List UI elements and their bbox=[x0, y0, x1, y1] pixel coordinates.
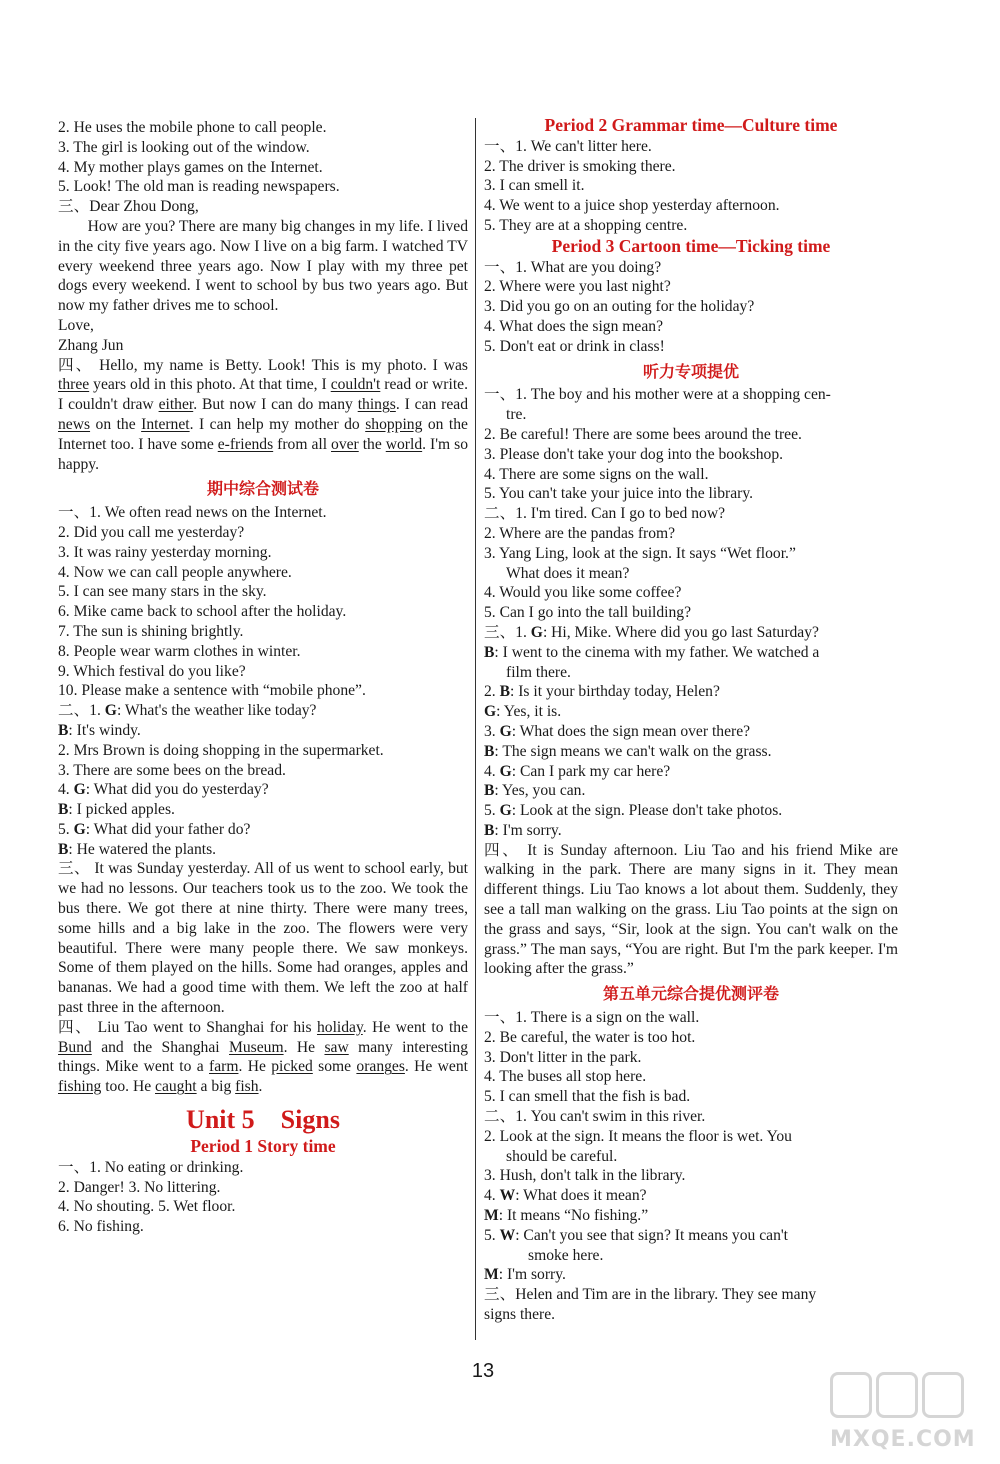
answer-line: 一、1. What are you doing? bbox=[484, 258, 662, 276]
period-3-heading: Period 3 Cartoon time—Ticking time bbox=[551, 235, 831, 256]
midterm-passage-three: 三、 It was Sunday yesterday. All of us went to school early, but we had no lessons. Our teachers took us to the zoo. We took the bus there. We got there at nine thirty. There were many trees, some hills and a big lake in the zoo. The flowers were very beautiful. There were many people there. We saw monkeys. Some of them played on the hills. Some had oranges, apples and bananas. We had a good time with them. We left the zoo at half past three in the afternoon. bbox=[58, 860, 468, 1017]
answer-line: 4. There are some signs on the wall. bbox=[484, 465, 709, 483]
answer-line: 2. Be careful! There are some bees around the tree. bbox=[484, 425, 802, 443]
answer-line: 3. There are some bees on the bread. bbox=[58, 761, 286, 779]
dialogue-line: G: Yes, it is. bbox=[484, 703, 562, 721]
dialogue-line: 5. W: Can't you see that sign? It means you can't bbox=[484, 1226, 789, 1244]
answer-line: 6. Mike came back to school after the holiday. bbox=[58, 603, 347, 621]
period-1-heading: Period 1 Story time bbox=[190, 1136, 336, 1157]
listening-passage-four: 四、 It is Sunday afternoon. Liu Tao and his friend Mike are walking in the park. There are many signs in it. They mean different things. Liu Tao knows a lot about them. Suddenly, they see a tall man walking on the grass. Liu Tao points at the sign on the grass and says, “Sir, look at the sign. You can't walk on the grass.” The man says, “You are right. But I'm the park keeper. I'm looking after the grass.” bbox=[484, 841, 898, 978]
dialogue-line: M: It means “No fishing.” bbox=[484, 1207, 649, 1225]
answer-line: 7. The sun is shining brightly. bbox=[58, 622, 244, 640]
answer-line: 4. No shouting. 5. Wet floor. bbox=[58, 1198, 236, 1216]
dialogue-line: 5. G: Look at the sign. Please don't take photos. bbox=[484, 802, 783, 820]
answer-line: 10. Please make a sentence with “mobile phone”. bbox=[58, 682, 366, 700]
answer-line: 2. Mrs Brown is doing shopping in the supermarket. bbox=[58, 741, 384, 759]
watermark-icon bbox=[830, 1372, 872, 1418]
watermark-icon bbox=[876, 1372, 918, 1418]
answer-line: 2. He uses the mobile phone to call people. bbox=[58, 119, 327, 136]
answer-line: 二、1. You can't swim in this river. bbox=[484, 1108, 706, 1126]
answer-line-continued: tre. bbox=[506, 406, 527, 424]
letter-signature: Zhang Jun bbox=[58, 336, 124, 354]
letter-closing: Love, bbox=[58, 316, 94, 334]
column-divider bbox=[475, 118, 476, 1340]
answer-line: 2. Look at the sign. It means the floor is wet. You bbox=[484, 1127, 792, 1145]
dialogue-line: 4. G: What did you do yesterday? bbox=[58, 781, 269, 799]
dialogue-line: 3. G: What does the sign mean over there? bbox=[484, 722, 751, 740]
answer-line: 3. I can smell it. bbox=[484, 177, 585, 195]
dialogue-line: B: The sign means we can't walk on the grass. bbox=[484, 742, 772, 760]
answer-line-continued: should be careful. bbox=[506, 1147, 618, 1165]
answer-line: 3. Did you go on an outing for the holiday? bbox=[484, 298, 755, 316]
page-number: 13 bbox=[471, 1360, 495, 1382]
dialogue-line: 5. G: What did your father do? bbox=[58, 820, 251, 838]
answer-line: 2. Did you call me yesterday? bbox=[58, 523, 245, 541]
dialogue-line: 三、1. G: Hi, Mike. Where did you go last Saturday? bbox=[484, 623, 819, 641]
answer-line: 一、1. No eating or drinking. bbox=[58, 1158, 244, 1176]
dialogue-line: B: I'm sorry. bbox=[484, 821, 562, 839]
answer-line: 5. I can see many stars in the sky. bbox=[58, 583, 267, 601]
period-2-heading: Period 2 Grammar time—Culture time bbox=[544, 115, 838, 135]
answer-line: 4. What does the sign mean? bbox=[484, 317, 663, 335]
dialogue-line: 2. B: Is it your birthday today, Helen? bbox=[484, 683, 720, 701]
answer-line: 5. I can smell that the fish is bad. bbox=[484, 1088, 691, 1106]
letter-body: How are you? There are many big changes in my life. I lived in the city five years ago. Now I live on a big farm. I watched TV every weekend three years ago. Now I play with my three pet dogs every weekend. I went to school by bus two years ago. But now my father drives me to school. bbox=[58, 217, 468, 315]
answer-line: 5. You can't take your juice into the library. bbox=[484, 485, 753, 503]
midterm-passage-four: 四、 Liu Tao went to Shanghai for his holiday. He went to the Bund and the Shanghai Museum. He saw many interesting things. Mike went to a farm. He picked some oranges. He went fishing too. He caught a big fish. bbox=[58, 1018, 469, 1096]
answer-line: 一、1. The boy and his mother were at a shopping cen- bbox=[484, 386, 831, 404]
dialogue-line: 4. G: Can I park my car here? bbox=[484, 762, 671, 780]
answer-line: 4. Would you like some coffee? bbox=[484, 584, 682, 602]
dialogue-line: B: Yes, you can. bbox=[484, 782, 586, 800]
answer-line: 5. Look! The old man is reading newspapers. bbox=[58, 178, 340, 196]
answer-line: 三、Helen and Tim are in the library. They see many bbox=[484, 1286, 817, 1304]
answer-line: 3. Don't litter in the park. bbox=[484, 1048, 642, 1066]
answer-line: 3. Yang Ling, look at the sign. It says “Wet floor.” bbox=[484, 544, 796, 562]
answer-line: 一、1. We can't litter here. bbox=[484, 137, 652, 155]
dialogue-line-continued: smoke here. bbox=[528, 1246, 604, 1264]
answer-line: 2. Danger! 3. No littering. bbox=[58, 1178, 221, 1196]
answer-line: 2. Be careful, the water is too hot. bbox=[484, 1028, 696, 1046]
answer-line: 一、1. There is a sign on the wall. bbox=[484, 1009, 700, 1027]
answer-line: 6. No fishing. bbox=[58, 1218, 144, 1236]
midterm-test-title: 期中综合测试卷 bbox=[206, 479, 319, 499]
dialogue-line: B: I picked apples. bbox=[58, 801, 175, 819]
left-column bbox=[58, 118, 468, 1237]
answer-line: 2. Where are the pandas from? bbox=[484, 524, 676, 542]
unit-heading: Unit 5 Signs bbox=[186, 1105, 340, 1135]
answer-line: 4. My mother plays games on the Internet. bbox=[58, 158, 323, 176]
unit-test-title: 第五单元综合提优测评卷 bbox=[602, 984, 779, 1004]
dialogue-line: B: I went to the cinema with my father. We watched a bbox=[484, 643, 820, 661]
answer-line: 3. The girl is looking out of the window. bbox=[58, 138, 310, 156]
answer-line: 3. Hush, don't talk in the library. bbox=[484, 1167, 686, 1185]
dialogue-line: B: It's windy. bbox=[58, 721, 141, 739]
answer-line: 5. Can I go into the tall building? bbox=[484, 604, 692, 622]
answer-line: 一、1. We often read news on the Internet. bbox=[58, 504, 327, 522]
answer-line: 5. They are at a shopping centre. bbox=[484, 216, 688, 234]
dialogue-line: M: I'm sorry. bbox=[484, 1266, 566, 1284]
section-four-passage: 四、 Hello, my name is Betty. Look! This is my photo. I was three years old in this photo. At that time, I couldn't read or write. I couldn't draw either. But now I can do many things. I can read news on the Internet. I can help my mother do shopping on the Internet too. I have some e-friends from all over the world. I'm so happy. bbox=[58, 356, 468, 473]
watermark-logo bbox=[830, 1372, 980, 1452]
answer-line: 2. Where were you last night? bbox=[484, 278, 671, 296]
answer-line: 3. Please don't take your dog into the bookshop. bbox=[484, 445, 784, 463]
dialogue-line-continued: film there. bbox=[506, 663, 571, 681]
section-three-intro: 三、Dear Zhou Dong, bbox=[58, 198, 199, 216]
watermark-icon bbox=[922, 1372, 964, 1418]
watermark-text: MXQE.COM bbox=[830, 1427, 976, 1452]
answer-line: 9. Which festival do you like? bbox=[58, 662, 246, 680]
answer-line: 4. We went to a juice shop yesterday afternoon. bbox=[484, 197, 780, 215]
right-column bbox=[484, 115, 898, 1325]
answer-line: 4. The buses all stop here. bbox=[484, 1068, 647, 1086]
answer-line: 二、1. I'm tired. Can I go to bed now? bbox=[484, 505, 726, 523]
dialogue-line: 二、1. G: What's the weather like today? bbox=[58, 702, 317, 720]
answer-line: 2. The driver is smoking there. bbox=[484, 157, 676, 175]
dialogue-line: 4. W: What does it mean? bbox=[484, 1187, 647, 1205]
dialogue-line: B: He watered the plants. bbox=[58, 840, 217, 858]
answer-line: signs there. bbox=[484, 1306, 556, 1324]
answer-line: 3. It was rainy yesterday morning. bbox=[58, 543, 272, 561]
answer-line: 4. Now we can call people anywhere. bbox=[58, 563, 292, 581]
answer-line-continued: What does it mean? bbox=[506, 564, 630, 582]
listening-practice-title: 听力专项提优 bbox=[642, 361, 739, 381]
answer-line: 5. Don't eat or drink in class! bbox=[484, 337, 665, 355]
answer-line: 8. People wear warm clothes in winter. bbox=[58, 642, 301, 660]
